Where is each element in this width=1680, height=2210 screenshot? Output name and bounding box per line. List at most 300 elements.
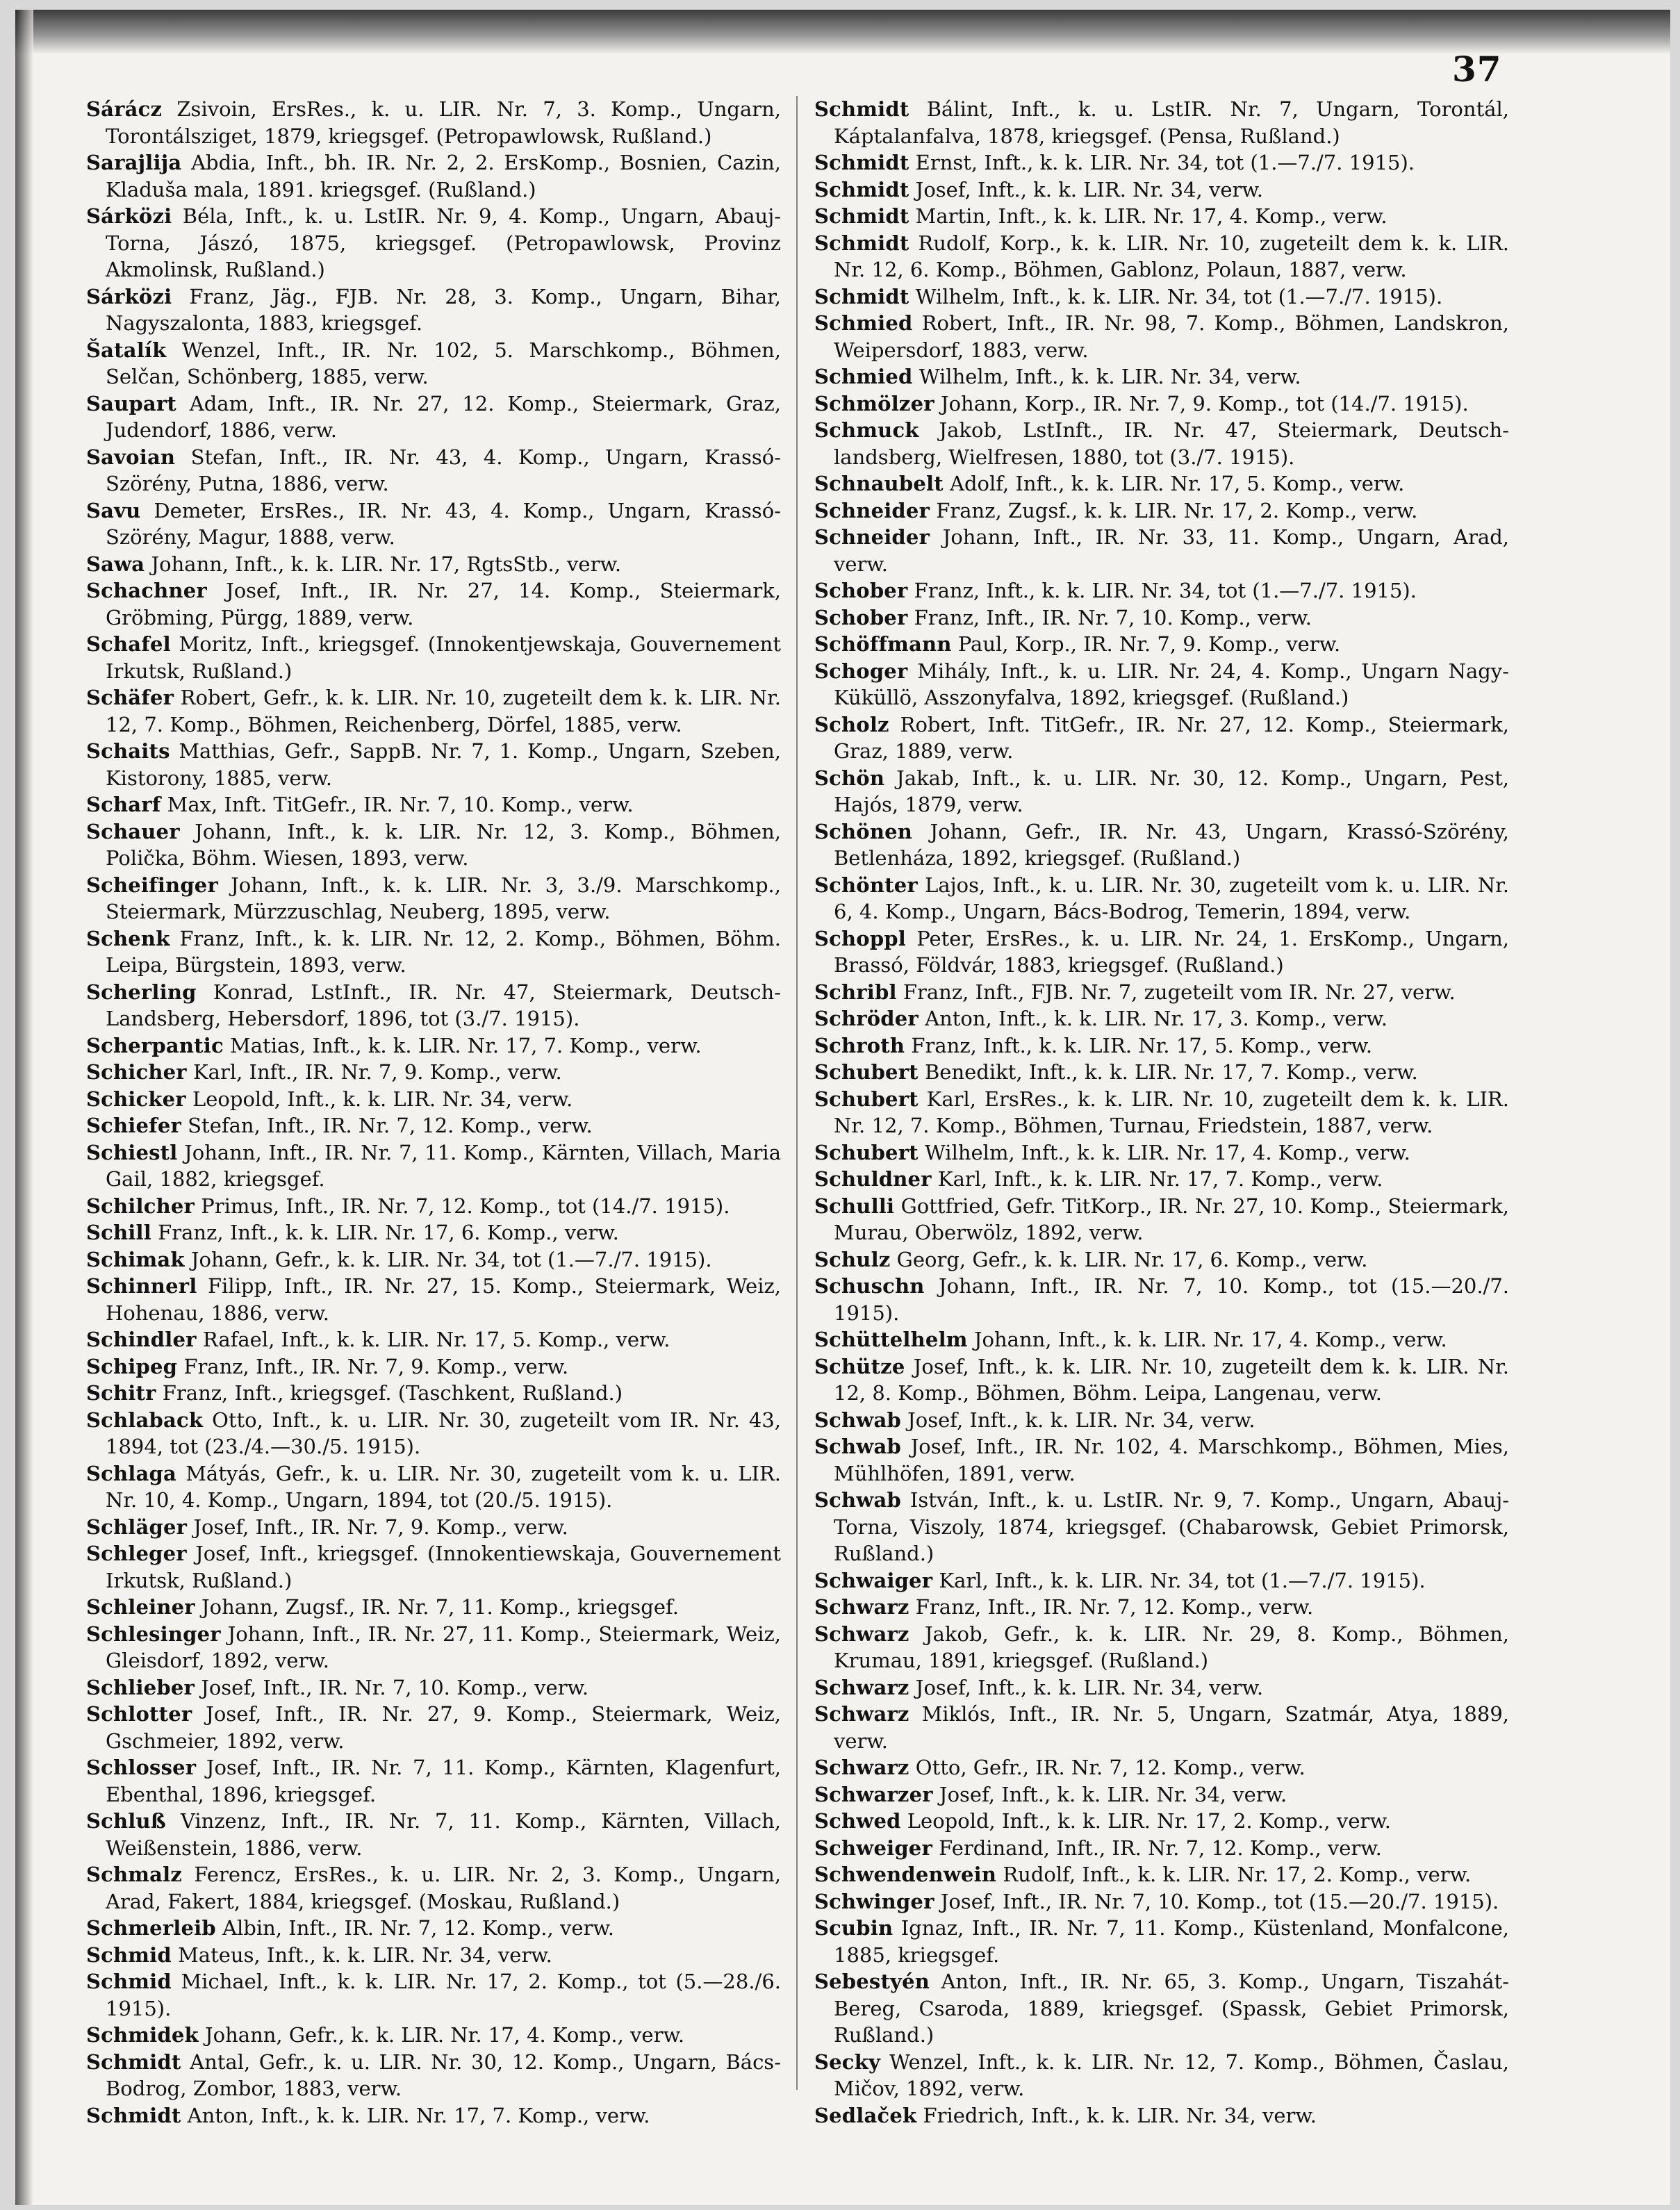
list-item [86, 1353, 781, 1380]
list-item [814, 1032, 1509, 1059]
list-item [814, 1781, 1509, 1808]
list-item [86, 1139, 781, 1193]
entry-surname: Schicher [86, 1060, 187, 1084]
list-item [86, 551, 781, 578]
list-item [814, 1808, 1509, 1835]
entry-details: Karl, Inft., k. k. LIR. Nr. 17, 7. Komp., verw. [931, 1167, 1383, 1191]
entry-details: Lajos, Inft., k. u. LIR. Nr. 30, zugeteilt vom k. u. LIR. Nr. 6, 4. Komp., Ungarn, Bács-Bodrog, Temerin, 1894, verw. [834, 873, 1509, 923]
entry-surname: Sárközi [86, 284, 172, 308]
list-item [814, 2102, 1509, 2129]
entry-surname: Schiefer [86, 1114, 181, 1137]
entry-details: Johann, Inft., k. k. LIR. Nr. 17, RgtsStb., verw. [145, 552, 622, 576]
list-item [86, 1701, 781, 1754]
entry-details: Mateus, Inft., k. k. LIR. Nr. 34, verw. [171, 1943, 552, 1967]
entry-surname: Schwarz [814, 1756, 909, 1779]
entry-surname: Schmid [86, 1943, 172, 1967]
entry-details: Anton, Inft., k. k. LIR. Nr. 17, 7. Komp., verw. [181, 2103, 650, 2127]
entry-surname: Schicker [86, 1087, 186, 1111]
entry-surname: Schuldner [814, 1167, 932, 1191]
entry-details: Josef, Inft., IR. Nr. 102, 4. Marschkomp., Böhmen, Mies, Mühlhöfen, 1891, verw. [834, 1435, 1509, 1485]
entry-details: Vinzenz, Inft., IR. Nr. 7, 11. Komp., Kärnten, Villach, Weißenstein, 1886, verw. [106, 1809, 781, 1860]
entry-surname: Scherling [86, 980, 197, 1004]
list-item [814, 1754, 1509, 1781]
list-item [86, 1594, 781, 1621]
list-item [86, 96, 781, 149]
entry-details: Matias, Inft., k. k. LIR. Nr. 17, 7. Komp., verw. [223, 1033, 702, 1057]
list-item [86, 1112, 781, 1139]
entry-surname: Schenk [86, 926, 170, 950]
entry-surname: Schön [814, 766, 885, 790]
list-item [814, 1059, 1509, 1086]
entry-surname: Schulz [814, 1247, 891, 1271]
list-item [814, 925, 1509, 979]
list-item [86, 738, 781, 791]
entry-surname: Schleiner [86, 1595, 195, 1619]
entry-details: Leopold, Inft., k. k. LIR. Nr. 17, 2. Komp., verw. [900, 1809, 1391, 1833]
entry-details: Peter, ErsRes., k. u. LIR. Nr. 24, 1. ErsKomp., Ungarn, Brassó, Földvár, 1883, kriegsgef. (Rußland.) [834, 926, 1509, 977]
list-item [814, 1888, 1509, 1915]
entry-details: Johann, Korp., IR. Nr. 7, 9. Komp., tot (14./7. 1915). [934, 391, 1469, 415]
entry-details: Johann, Inft., k. k. LIR. Nr. 17, 4. Komp., verw. [967, 1328, 1447, 1351]
entry-surname: Schwaiger [814, 1568, 933, 1592]
entry-surname: Schwinger [814, 1889, 934, 1913]
list-item [86, 925, 781, 979]
right-column [814, 96, 1509, 2129]
entry-details: Karl, Inft., IR. Nr. 7, 9. Komp., verw. [186, 1060, 562, 1084]
entry-surname: Schüttelhelm [814, 1328, 968, 1351]
entry-details: Albin, Inft., IR. Nr. 7, 12. Komp., verw. [215, 1916, 614, 1940]
entry-details: Paul, Korp., IR. Nr. 7, 9. Komp., verw. [951, 632, 1341, 656]
entry-details: Franz, Inft., IR. Nr. 7, 12. Komp., verw. [909, 1595, 1314, 1619]
list-item [814, 1701, 1509, 1754]
entry-details: Martin, Inft., k. k. LIR. Nr. 17, 4. Komp., verw. [909, 204, 1387, 228]
entry-surname: Schütze [814, 1354, 905, 1378]
list-item [86, 577, 781, 631]
list-item [86, 1460, 781, 1514]
list-item [814, 470, 1509, 497]
list-item [86, 390, 781, 444]
entry-surname: Schwab [814, 1435, 901, 1458]
entry-details: Bálint, Inft., k. u. LstIR. Nr. 7, Ungarn, Torontál, Káptalanfalva, 1878, kriegsgef. (Pensa, Rußland.) [834, 97, 1509, 148]
list-item [814, 1166, 1509, 1193]
entry-surname: Schmidt [814, 231, 909, 255]
entry-surname: Schubert [814, 1087, 919, 1111]
list-item [814, 230, 1509, 283]
list-item [814, 1005, 1509, 1032]
entry-details: Jakob, Gefr., k. k. LIR. Nr. 29, 8. Komp., Böhmen, Krumau, 1891, kriegsgef. (Rußland.) [834, 1622, 1509, 1672]
entry-details: Franz, Inft., k. k. LIR. Nr. 34, tot (1.—7./7. 1915). [907, 579, 1417, 602]
entry-details: Otto, Gefr., IR. Nr. 7, 12. Komp., verw. [909, 1756, 1306, 1779]
list-item [814, 1407, 1509, 1434]
entry-surname: Scherpantic [86, 1033, 224, 1057]
entry-surname: Schmuck [814, 418, 919, 442]
entry-details: Josef, Inft., IR. Nr. 7, 10. Komp., verw. [194, 1675, 589, 1699]
list-item [86, 791, 781, 818]
entry-details: Josef, Inft., k. k. LIR. Nr. 34, verw. [900, 1408, 1255, 1432]
entry-details: Max, Inft. TitGefr., IR. Nr. 7, 10. Komp., verw. [160, 793, 634, 816]
scan-top-shadow [15, 10, 1670, 54]
list-item [814, 604, 1509, 632]
entry-details: Franz, Inft., k. k. LIR. Nr. 17, 5. Komp., verw. [905, 1033, 1373, 1057]
list-item [814, 658, 1509, 711]
list-item [86, 1968, 781, 2022]
entry-details: Ignaz, Inft., IR. Nr. 7, 11. Komp., Küstenland, Monfalcone, 1885, kriegsgef. [834, 1916, 1509, 1967]
entry-surname: Schiestl [86, 1140, 178, 1164]
entry-surname: Schauer [86, 819, 180, 843]
entry-surname: Schitr [86, 1381, 156, 1405]
entry-surname: Schmidt [814, 284, 909, 308]
entry-surname: Sawa [86, 552, 145, 576]
entry-surname: Schober [814, 579, 908, 602]
entry-details: Miklós, Inft., IR. Nr. 5, Ungarn, Szatmár, Atya, 1889, verw. [834, 1702, 1509, 1753]
entry-surname: Sarajlija [86, 151, 182, 174]
list-item [814, 2049, 1509, 2102]
list-item [86, 2049, 781, 2102]
entry-surname: Schönen [814, 819, 913, 843]
entry-surname: Schmalz [86, 1863, 183, 1886]
entry-surname: Schweiger [814, 1836, 932, 1860]
entry-surname: Schipeg [86, 1354, 178, 1378]
entry-details: Johann, Inft., k. k. LIR. Nr. 3, 3./9. Marschkomp., Steiermark, Mürzzuschlag, Neuberg, 1895, verw. [106, 873, 781, 923]
list-item [86, 1540, 781, 1594]
list-item [814, 711, 1509, 765]
entry-details: Stefan, Inft., IR. Nr. 43, 4. Komp., Ungarn, Krassó-Szörény, Putna, 1886, verw. [106, 445, 781, 495]
entry-details: Franz, Inft., k. k. LIR. Nr. 17, 6. Komp., verw. [151, 1221, 619, 1244]
entry-surname: Sebestyén [814, 1970, 930, 1993]
entry-surname: Schoger [814, 659, 908, 683]
list-item [814, 1968, 1509, 2049]
entry-details: Josef, Inft., k. k. LIR. Nr. 10, zugeteilt dem k. k. LIR. Nr. 12, 8. Komp., Böhmen, Böhm. Leipa, Langenau, verw. [834, 1354, 1509, 1405]
entry-details: Otto, Inft., k. u. LIR. Nr. 30, zugeteilt vom IR. Nr. 43, 1894, tot (23./4.—30./5. 1915). [106, 1408, 781, 1458]
entry-details: Josef, Inft., IR. Nr. 7, 10. Komp., tot (15.—20./7. 1915). [934, 1889, 1499, 1913]
entry-surname: Schäfer [86, 686, 174, 709]
entry-details: Mátyás, Gefr., k. u. LIR. Nr. 30, zugeteilt vom k. u. LIR. Nr. 10, 4. Komp., Ungarn, 1894, tot (20./5. 1915). [106, 1461, 781, 1512]
entry-details: Robert, Inft., IR. Nr. 98, 7. Komp., Böhmen, Landskron, Weipersdorf, 1883, verw. [834, 311, 1509, 362]
list-item [86, 444, 781, 497]
list-item [814, 310, 1509, 363]
entry-details: Wilhelm, Inft., k. k. LIR. Nr. 34, verw. [912, 365, 1301, 388]
entry-details: Josef, Inft., IR. Nr. 7, 9. Komp., verw. [187, 1515, 568, 1539]
entry-surname: Schönter [814, 873, 918, 897]
column-divider [796, 96, 798, 2090]
entry-details: Wilhelm, Inft., k. k. LIR. Nr. 34, tot (1.—7./7. 1915). [909, 284, 1443, 308]
list-item [814, 176, 1509, 204]
entry-details: Johann, Gefr., k. k. LIR. Nr. 34, tot (1.—7./7. 1915). [184, 1247, 712, 1271]
entry-details: Franz, Inft., k. k. LIR. Nr. 12, 2. Komp., Böhmen, Böhm. Leipa, Bürgstein, 1893, verw. [106, 926, 781, 977]
entry-details: Rudolf, Inft., k. k. LIR. Nr. 17, 2. Komp., verw. [996, 1863, 1472, 1886]
entry-details: Moritz, Inft., kriegsgef. (Innokentjewskaja, Gouvernement Irkutsk, Rußland.) [106, 632, 781, 683]
left-column [86, 96, 781, 2129]
entry-surname: Schimak [86, 1247, 185, 1271]
entry-details: Johann, Inft., IR. Nr. 27, 11. Komp., Steiermark, Weiz, Gleisdorf, 1892, verw. [106, 1622, 781, 1672]
entry-details: Franz, Inft., FJB. Nr. 7, zugeteilt vom IR. Nr. 27, verw. [896, 980, 1456, 1004]
list-item [86, 1621, 781, 1674]
list-item [814, 203, 1509, 230]
list-item [814, 96, 1509, 149]
list-item [814, 497, 1509, 525]
list-item [814, 1139, 1509, 1166]
entry-surname: Scheifinger [86, 873, 218, 897]
entry-details: Adam, Inft., IR. Nr. 27, 12. Komp., Steiermark, Graz, Judendorf, 1886, verw. [106, 391, 781, 442]
list-item [86, 872, 781, 925]
entry-details: Adolf, Inft., k. k. LIR. Nr. 17, 5. Komp., verw. [943, 472, 1405, 495]
entry-details: Josef, Inft., k. k. LIR. Nr. 34, verw. [909, 1675, 1264, 1699]
list-item [814, 1835, 1509, 1862]
entry-surname: Schöffmann [814, 632, 952, 656]
entry-details: Wilhelm, Inft., k. k. LIR. Nr. 17, 4. Komp., verw. [918, 1140, 1410, 1164]
entry-surname: Schwendenwein [814, 1863, 997, 1886]
entry-details: Johann, Inft., IR. Nr. 33, 11. Komp., Ungarn, Arad, verw. [834, 525, 1509, 576]
entry-surname: Sárácz [86, 97, 163, 121]
entry-details: Josef, Inft., IR. Nr. 27, 9. Komp., Steiermark, Weiz, Gschmeier, 1892, verw. [106, 1702, 781, 1753]
entry-details: Wenzel, Inft., IR. Nr. 102, 5. Marschkomp., Böhmen, Selčan, Schönberg, 1885, verw. [106, 338, 781, 388]
list-item [814, 1861, 1509, 1888]
list-item [86, 684, 781, 738]
entry-surname: Scharf [86, 793, 161, 816]
entry-surname: Schoppl [814, 926, 906, 950]
list-item [86, 1086, 781, 1113]
entry-surname: Schmidt [814, 151, 909, 174]
list-item [86, 1193, 781, 1220]
entry-details: Ernst, Inft., k. k. LIR. Nr. 34, tot (1.—7./7. 1915). [909, 151, 1415, 174]
entry-details: Michael, Inft., k. k. LIR. Nr. 17, 2. Komp., tot (5.—28./6. 1915). [106, 1970, 781, 2020]
entry-details: Benedikt, Inft., k. k. LIR. Nr. 17, 7. Komp., verw. [918, 1060, 1418, 1084]
entry-surname: Secky [814, 2050, 880, 2074]
list-item [814, 1567, 1509, 1594]
entry-details: Matthias, Gefr., SappB. Nr. 7, 1. Komp., Ungarn, Szeben, Kistorony, 1885, verw. [106, 739, 781, 790]
entry-surname: Schnaubelt [814, 472, 944, 495]
list-item [86, 1032, 781, 1059]
list-item [86, 2102, 781, 2129]
entry-surname: Savu [86, 498, 141, 522]
entry-details: Franz, Inft., IR. Nr. 7, 9. Komp., verw. [177, 1354, 569, 1378]
entry-details: Josef, Inft., k. k. LIR. Nr. 34, verw. [932, 1782, 1287, 1806]
list-item [86, 1514, 781, 1541]
entry-details: Johann, Zugsf., IR. Nr. 7, 11. Komp., kriegsgef. [195, 1595, 679, 1619]
list-item [86, 1915, 781, 1942]
scan-left-shadow [15, 10, 33, 2205]
entry-surname: Schinnerl [86, 1274, 197, 1298]
list-item [814, 417, 1509, 470]
entry-surname: Schlesinger [86, 1622, 221, 1646]
list-item [86, 1808, 781, 1861]
list-item [86, 2022, 781, 2049]
entry-details: Zsivoin, ErsRes., k. u. LIR. Nr. 7, 3. Komp., Ungarn, Torontálsziget, 1879, kriegsgef. (Petropawlowsk, Rußland.) [106, 97, 781, 148]
entry-surname: Schindler [86, 1328, 197, 1351]
entry-surname: Schwab [814, 1488, 901, 1512]
entry-surname: Sárközi [86, 204, 172, 228]
entry-details: Johann, Inft., k. k. LIR. Nr. 12, 3. Komp., Böhmen, Polička, Böhm. Wiesen, 1893, verw. [106, 819, 781, 870]
entry-surname: Schachner [86, 579, 207, 602]
entry-surname: Schuschn [814, 1274, 925, 1298]
entry-details: Josef, Inft., kriegsgef. (Innokentiewskaja, Gouvernement Irkutsk, Rußland.) [106, 1542, 781, 1592]
list-item [814, 1353, 1509, 1407]
entry-surname: Schulli [814, 1194, 895, 1218]
entry-surname: Schmidt [86, 2050, 181, 2074]
entry-surname: Schlaback [86, 1408, 204, 1432]
entry-surname: Schwarz [814, 1702, 909, 1726]
list-item [86, 1861, 781, 1915]
list-item [814, 1433, 1509, 1487]
list-item [814, 765, 1509, 818]
entry-details: Demeter, ErsRes., IR. Nr. 43, 4. Komp., Ungarn, Krassó-Szörény, Magur, 1888, verw. [106, 498, 781, 549]
entry-details: Johann, Gefr., IR. Nr. 43, Ungarn, Krassó-Szörény, Betlenháza, 1892, kriegsgef. (Rußland.) [834, 819, 1509, 870]
entry-surname: Schwarzer [814, 1782, 933, 1806]
list-item [86, 283, 781, 337]
entry-surname: Schlotter [86, 1702, 192, 1726]
entry-details: Stefan, Inft., IR. Nr. 7, 12. Komp., verw. [181, 1114, 593, 1137]
entry-surname: Schmied [814, 365, 913, 388]
entry-details: Rudolf, Korp., k. k. LIR. Nr. 10, zugeteilt dem k. k. LIR. Nr. 12, 6. Komp., Böhmen, Gablonz, Polaun, 1887, verw. [834, 231, 1509, 281]
entry-surname: Schneider [814, 498, 930, 522]
entry-surname: Schneider [814, 525, 930, 549]
list-item [814, 1915, 1509, 1968]
entry-surname: Schmidek [86, 2023, 199, 2047]
entry-surname: Scubin [814, 1916, 893, 1940]
list-item [814, 1193, 1509, 1246]
list-item [86, 497, 781, 551]
entry-surname: Schmidt [814, 97, 909, 121]
entry-details: Josef, Inft., k. k. LIR. Nr. 34, verw. [909, 177, 1263, 201]
list-item [814, 390, 1509, 418]
entry-details: Mihály, Inft., k. u. LIR. Nr. 24, 4. Komp., Ungarn Nagy-Küküllö, Asszonyfalva, 1892, kriegsgef. (Rußland.) [834, 659, 1509, 709]
document-page [15, 10, 1670, 2205]
list-item [814, 577, 1509, 604]
entry-surname: Schubert [814, 1060, 919, 1084]
entry-details: Abdia, Inft., bh. IR. Nr. 2, 2. ErsKomp., Bosnien, Cazin, Kladuša mala, 1891. kriegsgef. (Rußland.) [106, 151, 781, 201]
entry-surname: Scholz [814, 712, 889, 736]
list-item [814, 1326, 1509, 1353]
entry-surname: Schleger [86, 1542, 187, 1565]
list-item [814, 1273, 1509, 1326]
list-item [86, 1219, 781, 1246]
entry-surname: Schmölzer [814, 391, 934, 415]
entry-details: Josef, Inft., IR. Nr. 7, 11. Komp., Kärnten, Klagenfurt, Ebenthal, 1896, kriegsgef. [106, 1756, 781, 1806]
entry-details: Anton, Inft., k. k. LIR. Nr. 17, 3. Komp., verw. [918, 1007, 1387, 1030]
entry-surname: Schilcher [86, 1194, 195, 1218]
list-item [814, 524, 1509, 577]
list-item [814, 818, 1509, 872]
entry-details: Franz, Inft., IR. Nr. 7, 10. Komp., verw. [907, 605, 1312, 629]
entry-details: Gottfried, Gefr. TitKorp., IR. Nr. 27, 10. Komp., Steiermark, Murau, Oberwölz, 1892, verw. [834, 1194, 1509, 1244]
entry-surname: Schmid [86, 1970, 172, 1993]
list-item [814, 1621, 1509, 1674]
list-item [814, 1594, 1509, 1621]
list-item [86, 818, 781, 872]
list-item [814, 631, 1509, 658]
entry-surname: Schläger [86, 1515, 188, 1539]
entry-details: Béla, Inft., k. u. LstIR. Nr. 9, 4. Komp., Ungarn, Abauj-Torna, Jászó, 1875, kriegsgef. (Petropawlowsk, Provinz Akmolinsk, Rußland.) [106, 204, 781, 281]
list-item [814, 1487, 1509, 1567]
entry-surname: Schwarz [814, 1595, 909, 1619]
list-item [86, 149, 781, 203]
entry-details: Leopold, Inft., k. k. LIR. Nr. 34, verw. [186, 1087, 573, 1111]
list-item [814, 283, 1509, 311]
entry-details: Josef, Inft., IR. Nr. 27, 14. Komp., Steiermark, Gröbming, Pürgg, 1889, verw. [106, 579, 781, 629]
list-item [86, 203, 781, 283]
entry-details: Johann, Inft., IR. Nr. 7, 10. Komp., tot (15.—20./7. 1915). [834, 1274, 1509, 1325]
list-item [86, 1059, 781, 1086]
list-item [814, 1086, 1509, 1139]
entry-surname: Schroth [814, 1033, 905, 1057]
entry-details: Rafael, Inft., k. k. LIR. Nr. 17, 5. Komp., verw. [196, 1328, 670, 1351]
entry-details: Georg, Gefr., k. k. LIR. Nr. 17, 6. Komp., verw. [890, 1247, 1368, 1271]
entry-surname: Schmidt [814, 204, 909, 228]
list-item [86, 1407, 781, 1460]
list-item [86, 1246, 781, 1273]
entry-details: Franz, Jäg., FJB. Nr. 28, 3. Komp., Ungarn, Bihar, Nagyszalonta, 1883, kriegsgef. [106, 284, 781, 335]
entry-details: Konrad, LstInft., IR. Nr. 47, Steiermark, Deutsch-Landsberg, Hebersdorf, 1896, tot (3./7. 1915). [106, 980, 781, 1030]
list-item [86, 1674, 781, 1701]
entry-details: István, Inft., k. u. LstIR. Nr. 9, 7. Komp., Ungarn, Abauj-Torna, Viszoly, 1874, kriegsgef. (Chabarowsk, Gebiet Primorsk, Rußland.) [834, 1488, 1509, 1565]
entry-surname: Schribl [814, 980, 897, 1004]
list-item [86, 631, 781, 684]
entry-details: Ferdinand, Inft., IR. Nr. 7, 12. Komp., verw. [932, 1836, 1382, 1860]
entry-details: Wenzel, Inft., k. k. LIR. Nr. 12, 7. Komp., Böhmen, Časlau, Mičov, 1892, verw. [834, 2050, 1509, 2100]
entry-details: Ferencz, ErsRes., k. u. LIR. Nr. 2, 3. Komp., Ungarn, Arad, Fakert, 1884, kriegsgef. (Moskau, Rußland.) [106, 1863, 781, 1913]
entry-surname: Šatalík [86, 338, 167, 362]
list-item [814, 872, 1509, 925]
entry-details: Johann, Inft., IR. Nr. 7, 11. Komp., Kärnten, Villach, Maria Gail, 1882, kriegsgef. [106, 1140, 781, 1191]
entry-details: Anton, Inft., IR. Nr. 65, 3. Komp., Ungarn, Tiszahát-Bereg, Csaroda, 1889, kriegsgef. (Spassk, Gebiet Primorsk, Rußland.) [834, 1970, 1509, 2047]
list-item [814, 363, 1509, 390]
entry-surname: Savoian [86, 445, 176, 469]
entry-details: Robert, Inft. TitGefr., IR. Nr. 27, 12. Komp., Steiermark, Graz, 1889, verw. [834, 712, 1509, 763]
list-item [86, 1942, 781, 1969]
entry-surname: Schwarz [814, 1622, 909, 1646]
entry-surname: Sedlaček [814, 2103, 917, 2127]
list-item [86, 1273, 781, 1326]
list-item [814, 1246, 1509, 1273]
entry-surname: Schober [814, 605, 908, 629]
entry-details: Karl, ErsRes., k. k. LIR. Nr. 10, zugeteilt dem k. k. LIR. Nr. 12, 7. Komp., Böhmen, Turnau, Friedstein, 1887, verw. [834, 1087, 1509, 1137]
list-item [86, 1326, 781, 1353]
entry-details: Antal, Gefr., k. u. LIR. Nr. 30, 12. Komp., Ungarn, Bács-Bodrog, Zombor, 1883, verw. [106, 2050, 781, 2100]
entry-surname: Schluß [86, 1809, 167, 1833]
entry-details: Robert, Gefr., k. k. LIR. Nr. 10, zugeteilt dem k. k. LIR. Nr. 12, 7. Komp., Böhmen, Reichenberg, Dörfel, 1885, verw. [106, 686, 781, 736]
entry-surname: Schröder [814, 1007, 919, 1030]
entry-surname: Schaits [86, 739, 170, 763]
entry-surname: Schmied [814, 311, 913, 335]
entry-details: Johann, Gefr., k. k. LIR. Nr. 17, 4. Komp., verw. [198, 2023, 685, 2047]
entry-details: Jakob, LstInft., IR. Nr. 47, Steiermark, Deutsch-landsberg, Wielfresen, 1880, tot (3./7. 1915). [834, 418, 1509, 469]
entry-surname: Schwab [814, 1408, 901, 1432]
entry-details: Primus, Inft., IR. Nr. 7, 12. Komp., tot (14./7. 1915). [195, 1194, 730, 1218]
list-item [86, 337, 781, 390]
entry-surname: Saupart [86, 391, 176, 415]
entry-details: Karl, Inft., k. k. LIR. Nr. 34, tot (1.—7./7. 1915). [932, 1568, 1426, 1592]
list-item [86, 1380, 781, 1407]
list-item [814, 979, 1509, 1006]
entry-details: Franz, Inft., kriegsgef. (Taschkent, Rußland.) [156, 1381, 623, 1405]
list-item [814, 149, 1509, 176]
entry-details: Franz, Zugsf., k. k. LIR. Nr. 17, 2. Komp., verw. [930, 498, 1418, 522]
entry-surname: Schafel [86, 632, 171, 656]
entry-surname: Schlieber [86, 1675, 195, 1699]
entry-surname: Schmidt [86, 2103, 181, 2127]
entry-surname: Schubert [814, 1140, 919, 1164]
entry-surname: Schmerleib [86, 1916, 216, 1940]
list-item [86, 979, 781, 1032]
entry-details: Jakab, Inft., k. u. LIR. Nr. 30, 12. Komp., Ungarn, Pest, Hajós, 1879, verw. [834, 766, 1509, 816]
entry-details: Friedrich, Inft., k. k. LIR. Nr. 34, verw. [916, 2103, 1317, 2127]
entry-details: Filipp, Inft., IR. Nr. 27, 15. Komp., Steiermark, Weiz, Hohenau, 1886, verw. [106, 1274, 781, 1325]
page-number: 37 [1452, 49, 1502, 90]
entry-surname: Schwarz [814, 1675, 909, 1699]
list-item [86, 1754, 781, 1808]
entry-surname: Schmidt [814, 177, 909, 201]
entry-surname: Schlosser [86, 1756, 197, 1779]
